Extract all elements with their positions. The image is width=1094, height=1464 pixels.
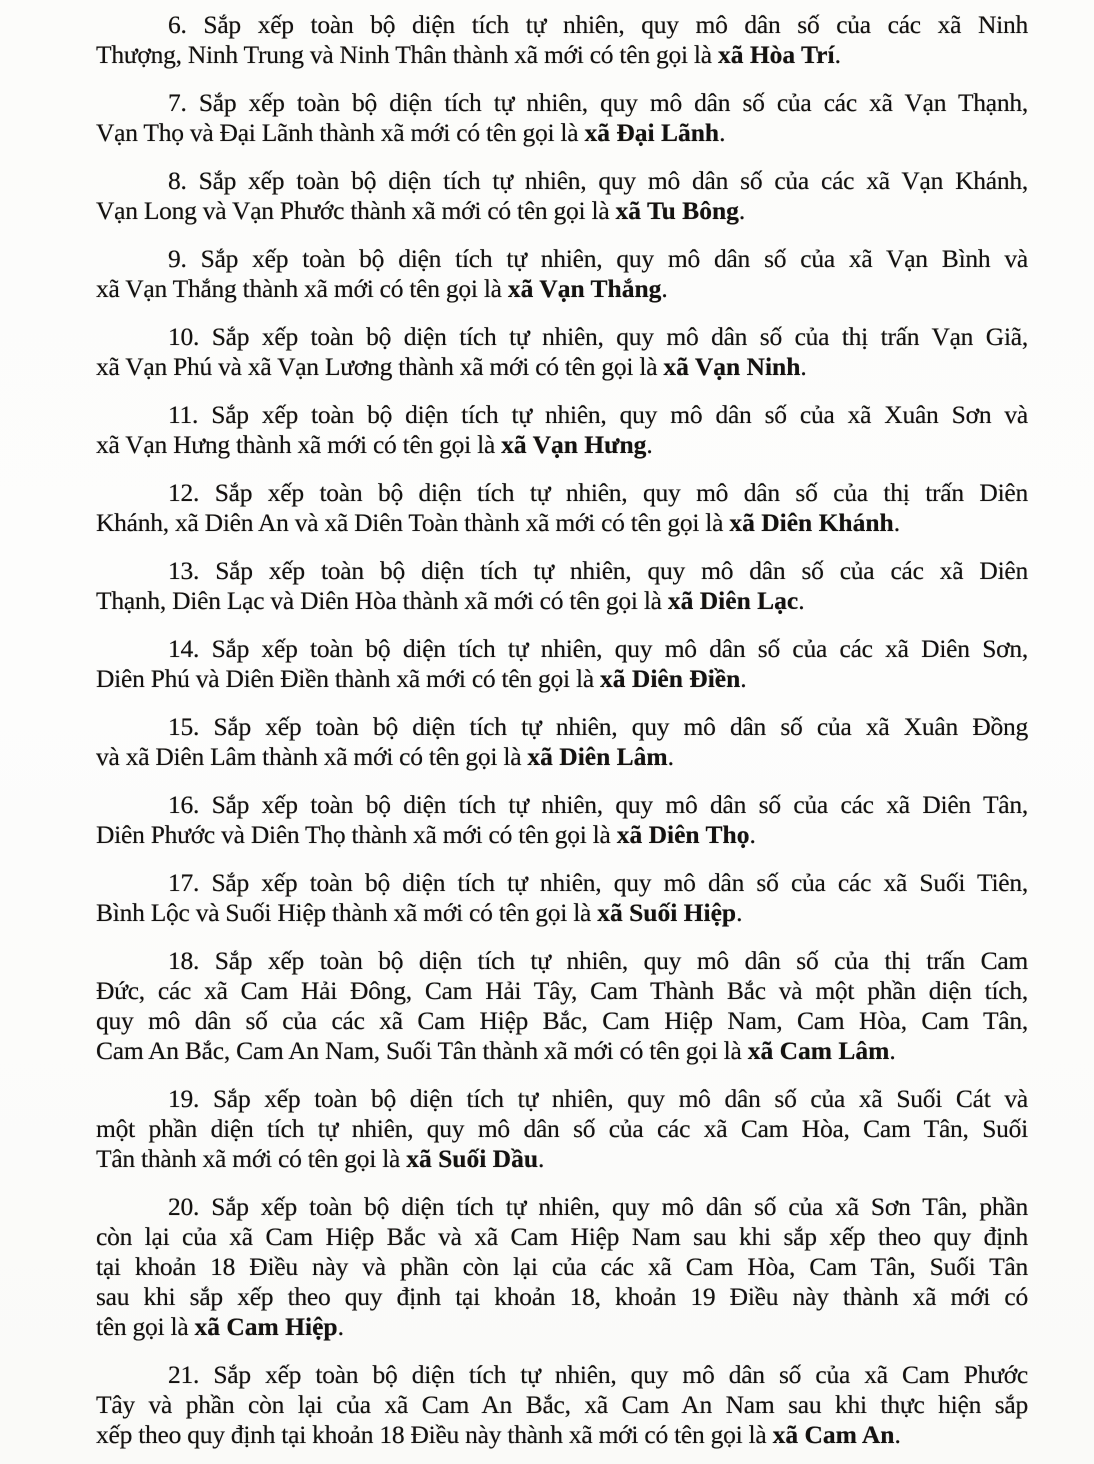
text-line: 7. Sắp xếp toàn bộ diện tích tự nhiên, quy mô dân số của các xã Vạn Thạnh, <box>168 88 1028 117</box>
new-commune-name: xã Tu Bông <box>615 196 739 225</box>
text-line: 9. Sắp xếp toàn bộ diện tích tự nhiên, quy mô dân số của xã Vạn Bình và <box>168 244 1028 273</box>
new-commune-name: xã Vạn Hưng <box>501 430 647 459</box>
text-line: xã Vạn Hưng thành xã mới có tên gọi là xã Vạn Hưng. <box>96 430 653 459</box>
decree-clause <box>96 10 1028 70</box>
text-line: 19. Sắp xếp toàn bộ diện tích tự nhiên, quy mô dân số của xã Suối Cát và <box>168 1084 1028 1113</box>
text-line: Diên Phú và Diên Điền thành xã mới có tên gọi là xã Diên Điền. <box>96 664 747 693</box>
text-line: 6. Sắp xếp toàn bộ diện tích tự nhiên, quy mô dân số của các xã Ninh <box>168 10 1028 39</box>
text-line: Khánh, xã Diên An và xã Diên Toàn thành xã mới có tên gọi là xã Diên Khánh. <box>96 508 900 537</box>
decree-clause <box>96 712 1028 772</box>
text-line: Diên Phước và Diên Thọ thành xã mới có tên gọi là xã Diên Thọ. <box>96 820 756 849</box>
new-commune-name: xã Cam Hiệp <box>194 1312 338 1341</box>
new-commune-name: xã Diên Lạc <box>667 586 799 615</box>
new-commune-name: xã Vạn Ninh <box>663 352 801 381</box>
new-commune-name: xã Diên Thọ <box>616 820 750 849</box>
decree-clause <box>96 166 1028 226</box>
clause-list <box>96 10 1028 1450</box>
text-line: 14. Sắp xếp toàn bộ diện tích tự nhiên, quy mô dân số của các xã Diên Sơn, <box>168 634 1028 663</box>
text-line: sau khi sắp xếp theo quy định tại khoản 18, khoản 19 Điều này thành xã mới có <box>96 1282 1028 1311</box>
text-line: Đức, các xã Cam Hải Đông, Cam Hải Tây, Cam Thành Bắc và một phần diện tích, <box>96 976 1028 1005</box>
new-commune-name: xã Vạn Thắng <box>507 274 662 303</box>
new-commune-name: xã Diên Lâm <box>527 742 668 771</box>
text-line: 16. Sắp xếp toàn bộ diện tích tự nhiên, quy mô dân số của các xã Diên Tân, <box>168 790 1028 819</box>
decree-clause <box>96 556 1028 616</box>
text-line: một phần diện tích tự nhiên, quy mô dân số của các xã Cam Hòa, Cam Tân, Suối <box>96 1114 1028 1143</box>
text-line: 17. Sắp xếp toàn bộ diện tích tự nhiên, quy mô dân số của các xã Suối Tiên, <box>168 868 1028 897</box>
text-line: Tân thành xã mới có tên gọi là xã Suối Dầu. <box>96 1144 545 1173</box>
new-commune-name: xã Cam Lâm <box>747 1036 890 1065</box>
text-line: 11. Sắp xếp toàn bộ diện tích tự nhiên, quy mô dân số của xã Xuân Sơn và <box>168 400 1028 429</box>
decree-clause <box>96 88 1028 148</box>
text-line: 10. Sắp xếp toàn bộ diện tích tự nhiên, quy mô dân số của thị trấn Vạn Giã, <box>168 322 1028 351</box>
text-line: xã Vạn Phú và xã Vạn Lương thành xã mới có tên gọi là xã Vạn Ninh. <box>96 352 807 381</box>
text-line: 21. Sắp xếp toàn bộ diện tích tự nhiên, quy mô dân số của xã Cam Phước <box>168 1360 1028 1389</box>
text-line: Cam An Bắc, Cam An Nam, Suối Tân thành xã mới có tên gọi là xã Cam Lâm. <box>96 1036 896 1065</box>
decree-clause <box>96 868 1028 928</box>
decree-clause <box>96 946 1028 1066</box>
decree-clause <box>96 790 1028 850</box>
text-line: 12. Sắp xếp toàn bộ diện tích tự nhiên, quy mô dân số của thị trấn Diên <box>168 478 1028 507</box>
text-line: Thượng, Ninh Trung và Ninh Thân thành xã mới có tên gọi là xã Hòa Trí. <box>96 40 841 69</box>
new-commune-name: xã Hòa Trí <box>717 40 835 69</box>
text-line: Vạn Long và Vạn Phước thành xã mới có tên gọi là xã Tu Bông. <box>96 196 746 225</box>
new-commune-name: xã Đại Lãnh <box>584 118 720 147</box>
text-line: Bình Lộc và Suối Hiệp thành xã mới có tên gọi là xã Suối Hiệp. <box>96 898 743 927</box>
decree-clause <box>96 478 1028 538</box>
decree-clause <box>96 322 1028 382</box>
text-line: quy mô dân số của các xã Cam Hiệp Bắc, Cam Hiệp Nam, Cam Hòa, Cam Tân, <box>96 1006 1028 1035</box>
decree-clause <box>96 1192 1028 1342</box>
text-line: và xã Diên Lâm thành xã mới có tên gọi là xã Diên Lâm. <box>96 742 674 771</box>
decree-clause <box>96 1084 1028 1174</box>
decree-clause <box>96 634 1028 694</box>
text-line: 13. Sắp xếp toàn bộ diện tích tự nhiên, quy mô dân số của các xã Diên <box>168 556 1028 585</box>
text-line: Vạn Thọ và Đại Lãnh thành xã mới có tên gọi là xã Đại Lãnh. <box>96 118 726 147</box>
decree-clause <box>96 400 1028 460</box>
decree-clause <box>96 1360 1028 1450</box>
text-line: Thạnh, Diên Lạc và Diên Hòa thành xã mới có tên gọi là xã Diên Lạc. <box>96 586 805 615</box>
text-line: 15. Sắp xếp toàn bộ diện tích tự nhiên, quy mô dân số của xã Xuân Đồng <box>168 712 1028 741</box>
text-line: tên gọi là xã Cam Hiệp. <box>96 1312 344 1341</box>
new-commune-name: xã Cam An <box>772 1420 895 1449</box>
text-line: 20. Sắp xếp toàn bộ diện tích tự nhiên, quy mô dân số của xã Sơn Tân, phần <box>168 1192 1028 1221</box>
new-commune-name: xã Diên Điền <box>600 664 741 693</box>
text-line: xã Vạn Thắng thành xã mới có tên gọi là xã Vạn Thắng. <box>96 274 668 303</box>
text-line: 8. Sắp xếp toàn bộ diện tích tự nhiên, quy mô dân số của các xã Vạn Khánh, <box>168 166 1028 195</box>
new-commune-name: xã Suối Hiệp <box>597 898 737 927</box>
text-line: tại khoản 18 Điều này và phần còn lại của các xã Cam Hòa, Cam Tân, Suối Tân <box>96 1252 1028 1281</box>
new-commune-name: xã Suối Dầu <box>406 1144 539 1173</box>
text-line: Tây và phần còn lại của xã Cam An Bắc, xã Cam An Nam sau khi thực hiện sắp <box>96 1390 1028 1419</box>
text-line: 18. Sắp xếp toàn bộ diện tích tự nhiên, quy mô dân số của thị trấn Cam <box>168 946 1028 975</box>
text-line: còn lại của xã Cam Hiệp Bắc và xã Cam Hiệp Nam sau khi sắp xếp theo quy định <box>96 1222 1028 1251</box>
text-line: xếp theo quy định tại khoản 18 Điều này thành xã mới có tên gọi là xã Cam An. <box>96 1420 901 1449</box>
decree-clause <box>96 244 1028 304</box>
new-commune-name: xã Diên Khánh <box>729 508 894 537</box>
